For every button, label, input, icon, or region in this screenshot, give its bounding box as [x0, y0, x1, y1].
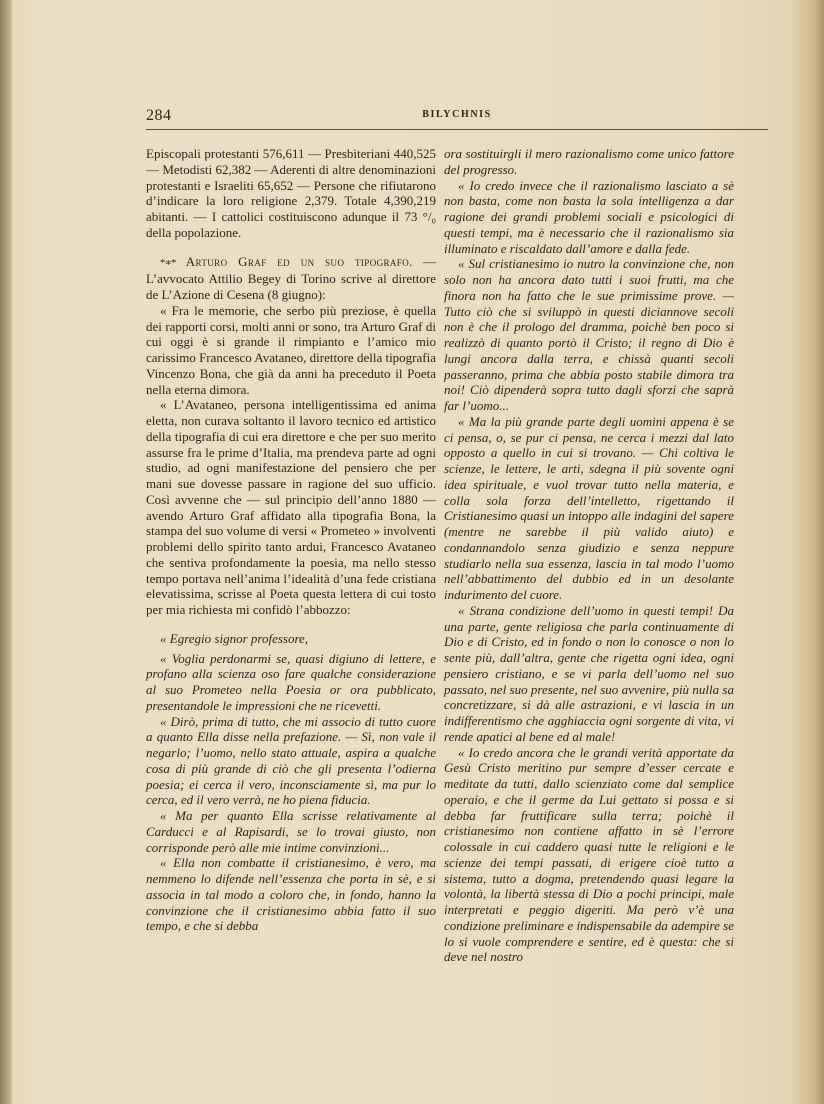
letter-paragraph: « Ella non combatte il cristianesimo, è vero, ma nemmeno lo difende nell’essenza che porta in sè, e si associa in tal modo a coloro che, in fondo, hanno la convinzione che il cristianesimo abbia fatto il suo tempo, e che si debba	[146, 855, 436, 934]
section-heading: Arturo Graf ed un suo tipografo.	[185, 253, 413, 269]
page-edge-shadow	[814, 0, 824, 1104]
asterism: *∗*	[160, 256, 176, 269]
letter-paragraph: « Strana condizione dell’uomo in questi tempi! Da una parte, gente religiosa che parla continuamente di Dio e di Cristo, ed in fondo o non lo conosce o non lo sente più, dall’altra, gente che rigetta ogni idea, ogni pensiero cristiano, e se vi parla dell’uomo nel suo passato, nel suo presente, nel suo avvenire, più nulla sa concretizzare, si dà alle astrazioni, e vi lascia in un indifferentismo che agghiaccia ogni sorgente di vita, vi rende apatici al bene ed al male!	[444, 602, 734, 744]
letter-paragraph: « Dirò, prima di tutto, che mi associo di tutto cuore a quanto Ella disse nella prefazione. — Sì, non vale il negarlo; l’uomo, nello stato attuale, aspira a qualche cosa di più grande di ciò che gli presenta l’odierna poesia; ei cerca il vero, inconsciamente sì, ma pur lo cerca, ed il vero verrà, ne ho piena fiducia.	[146, 713, 436, 808]
letter-paragraph: « Ma la più grande parte degli uomini appena è se ci pensa, o, se pur ci pensa, ne cerca i mezzi dal lato opposto a quello in cui si trovano. — Chi coltiva le scienze, le lettere, le arti, sdegna il più sovente ogni idea spirituale, e vuol trovar tutto nella materia, e colla sola forza dell’intelletto, rigettando il Cristianesimo quasi un intoppo alle indagini del sapere (mentre ne sarebbe il più valido aiuto) e condannandolo senza giudizio e senza neppure studiarlo nella sua essenza, lascia in tal modo l’uomo nell’abbattimento del dubbio ed in un desolante indurimento del cuore.	[444, 413, 734, 602]
page-header	[146, 103, 768, 127]
letter-paragraph: « Voglia perdonarmi se, quasi digiuno di lettere, e profano alla scienza oso fare qualche considerazione al suo Prometeo nella Poesia or ora pubblicato, presentandole le impressioni che ne ricevetti.	[146, 650, 436, 713]
left-column	[146, 146, 436, 934]
right-column	[444, 146, 734, 965]
letter-paragraph: ora sostituirgli il mero razionalismo come unico fattore del progresso.	[444, 146, 734, 177]
paragraph: Episcopali protestanti 576,611 — Presbiteriani 440,525 — Metodisti 62,382 — Aderenti di altre denominazioni protestanti e Israeliti 65,652 — Persone che rifiutarono d’indicare la loro religione 2,379. Totale 4,390,219 abitanti. — I cattolici costituiscono adunque il 73 °/₀ della popolazione.	[146, 146, 436, 240]
section-heading-paragraph	[146, 254, 436, 303]
letter-paragraph: « Io credo invece che il razionalismo lasciato a sè non basta, come non basta la sola intelligenza a dar ragione dei grandi problemi sociali e psicologici di questi tempi, ma è necessario che il razionalismo sia illuminato e riscaldato dall’amore e dalla fede.	[444, 177, 734, 256]
page-number: 284	[146, 107, 172, 124]
section-intro: — L’avvocato Attilio Begey di Torino scrive al direttore de L’Azione di Cesena (8 giugno):	[146, 253, 437, 302]
header-rule	[146, 129, 768, 130]
letter-paragraph: « Sul cristianesimo io nutro la convinzione che, non solo non ha ancora dato tutti i suoi frutti, ma che finora non ha fatto che le sue primissime prove. — Tutto ciò che si sviluppò in questi diciannove secoli non è che il prologo del dramma, poichè ben poco si realizzò di quanto portò il Cristo; il regno di Dio è lungi ancora dalla terra, e chissà quanti secoli passeranno, prima che abbia posto stabile dimora tra noi! Ciò dipenderà sopra tutto dagli sforzi che saprà far l’uomo...	[444, 256, 734, 413]
letter-paragraph: « Ma per quanto Ella scrisse relativamente al Carducci e al Rapisardi, se lo trovai giusto, non corrisponde però alle mie intime convinzioni...	[146, 808, 436, 855]
running-title: BILYCHNIS	[422, 109, 492, 120]
letter-salutation: « Egregio signor professore,	[160, 630, 309, 646]
letter-paragraph: « Io credo ancora che le grandi verità apportate da Gesù Cristo meritino pur sempre d’esser cercate e meditate da tutti, dallo scienziato come dal semplice operaio, e che il germe da Lui gettato si possa e si debba far fruttificare sulla terra; poichè il cristianesimo non contiene affatto in sè l’errore colossale in cui caddero quasi tutte le religioni e le scienze dei tempi passati, di erigere cioè tutto a sistema, tutto a dogma, pretendendo quasi legare la volontà, la libertà stessa di Dio a pochi principi, male interpretati e peggio digeriti. Ma però v’è una condizione preliminare e indispensabile da adempire se lo si vuole comprendere e sentire, ed è questa: che si deve nel nostro	[444, 744, 734, 965]
paragraph: « L’Avataneo, persona intelligentissima ed anima eletta, non curava soltanto il lavoro tecnico ed artistico della tipografia di cui era direttore e che per suo merito assurse fra le prime d’Italia, ma prendeva parte ad ogni studio, ad ogni manifestazione del pensiero che per mani sue dovesse passare in ragione del suo ufficio. Così avvenne che — sul principio dell’anno 1880 — avendo Arturo Graf affidato alla tipografia Bona, la stampa del suo volume di versi « Prometeo » involventi problemi dello spirito tanto ardui, Francesco Avataneo che sentiva profondamente la poesia, ma nello stesso tempo portava nell’anima l’idealità d’una fede cristiana elevatissima, scrisse al Poeta questa lettera di cui tosto per mia richiesta mi confidò l’abbozzo:	[146, 397, 436, 617]
page-binding-shadow	[0, 0, 12, 1104]
paragraph: « Fra le memorie, che serbo più preziose, è quella dei rapporti corsi, molti anni or sono, tra Arturo Graf di cui oggi è si grande il rimpianto e l’amico mio carissimo Francesco Avataneo, direttore della tipografia Vincenzo Bona, che già da anni ha preceduto il Poeta nella eterna dimora.	[146, 302, 436, 397]
